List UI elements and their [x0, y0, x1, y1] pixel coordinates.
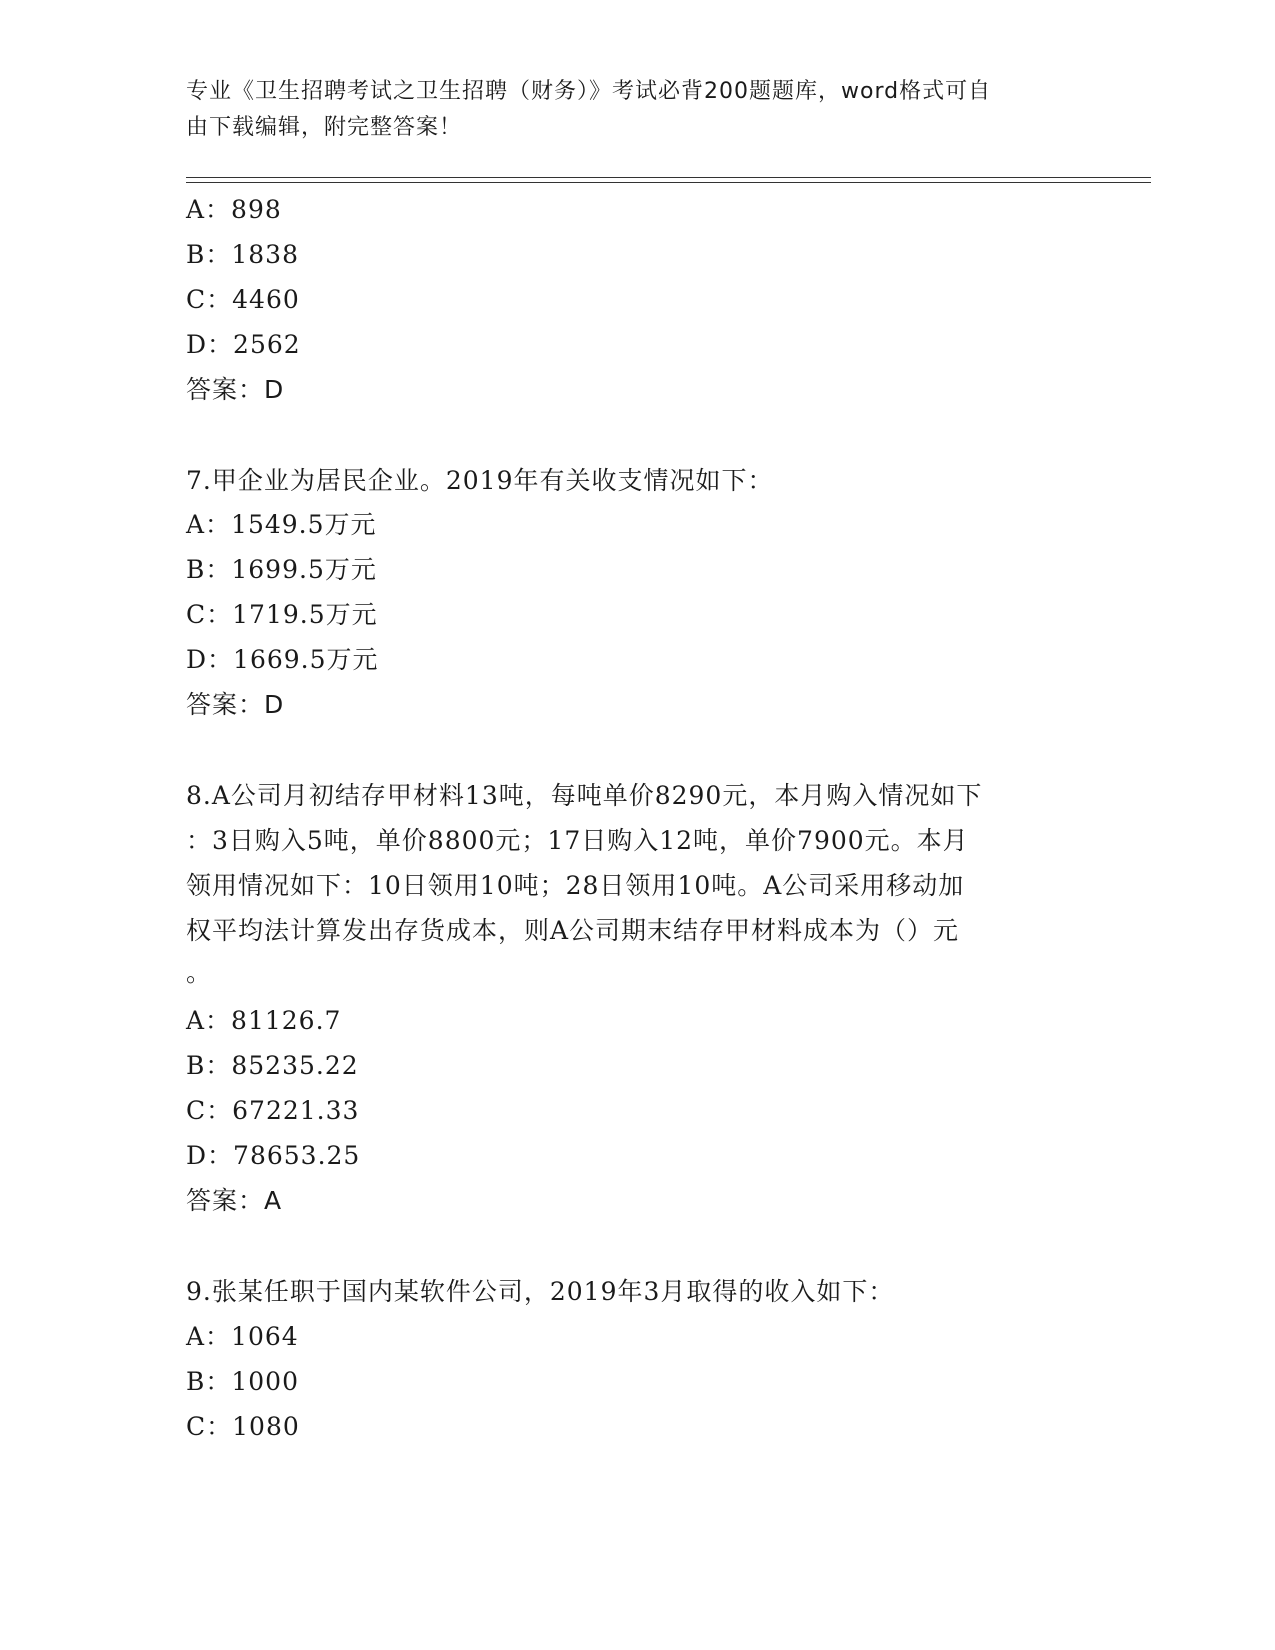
answer: 答案：D	[186, 690, 285, 719]
option-a: A：1064	[186, 1322, 299, 1351]
option-c: C：4460	[186, 285, 300, 314]
option-b: B：85235.22	[186, 1051, 359, 1080]
question-8-line-5: 。	[186, 958, 213, 987]
question-8-line-1: 8.A公司月初结存甲材料13吨，每吨单价8290元，本月购入情况如下	[186, 781, 983, 810]
question-8-line-4: 权平均法计算发出存货成本，则A公司期末结存甲材料成本为（）元	[186, 916, 960, 945]
answer: 答案：D	[186, 375, 285, 404]
question-8-line-3: 领用情况如下：10日领用10吨；28日领用10吨。A公司采用移动加	[186, 871, 965, 900]
header-divider-top	[186, 177, 1151, 178]
option-c: C：67221.33	[186, 1096, 360, 1125]
intro-line-2: 由下载编辑，附完整答案！	[186, 115, 463, 140]
option-d: D：78653.25	[186, 1141, 361, 1170]
option-b: B：1838	[186, 240, 299, 269]
option-d: D：1669.5万元	[186, 645, 379, 674]
intro-line-1: 专业《卫生招聘考试之卫生招聘（财务）》考试必背200题题库，word格式可自	[186, 79, 992, 104]
option-a: A：81126.7	[186, 1006, 342, 1035]
option-b: B：1000	[186, 1367, 299, 1396]
option-c: C：1719.5万元	[186, 600, 378, 629]
option-d: D：2562	[186, 330, 301, 359]
header-divider-bottom	[186, 182, 1151, 183]
question-7-text: 7.甲企业为居民企业。2019年有关收支情况如下：	[186, 466, 774, 495]
question-8-line-2: ：3日购入5吨，单价8800元；17日购入12吨，单价7900元。本月	[186, 826, 969, 855]
question-9-text: 9.张某任职于国内某软件公司，2019年3月取得的收入如下：	[186, 1277, 895, 1306]
option-a: A：898	[186, 195, 282, 224]
document-intro	[186, 74, 1066, 146]
option-b: B：1699.5万元	[186, 555, 377, 584]
option-c: C：1080	[186, 1412, 300, 1441]
option-a: A：1549.5万元	[186, 510, 377, 539]
answer: 答案：A	[186, 1186, 283, 1215]
